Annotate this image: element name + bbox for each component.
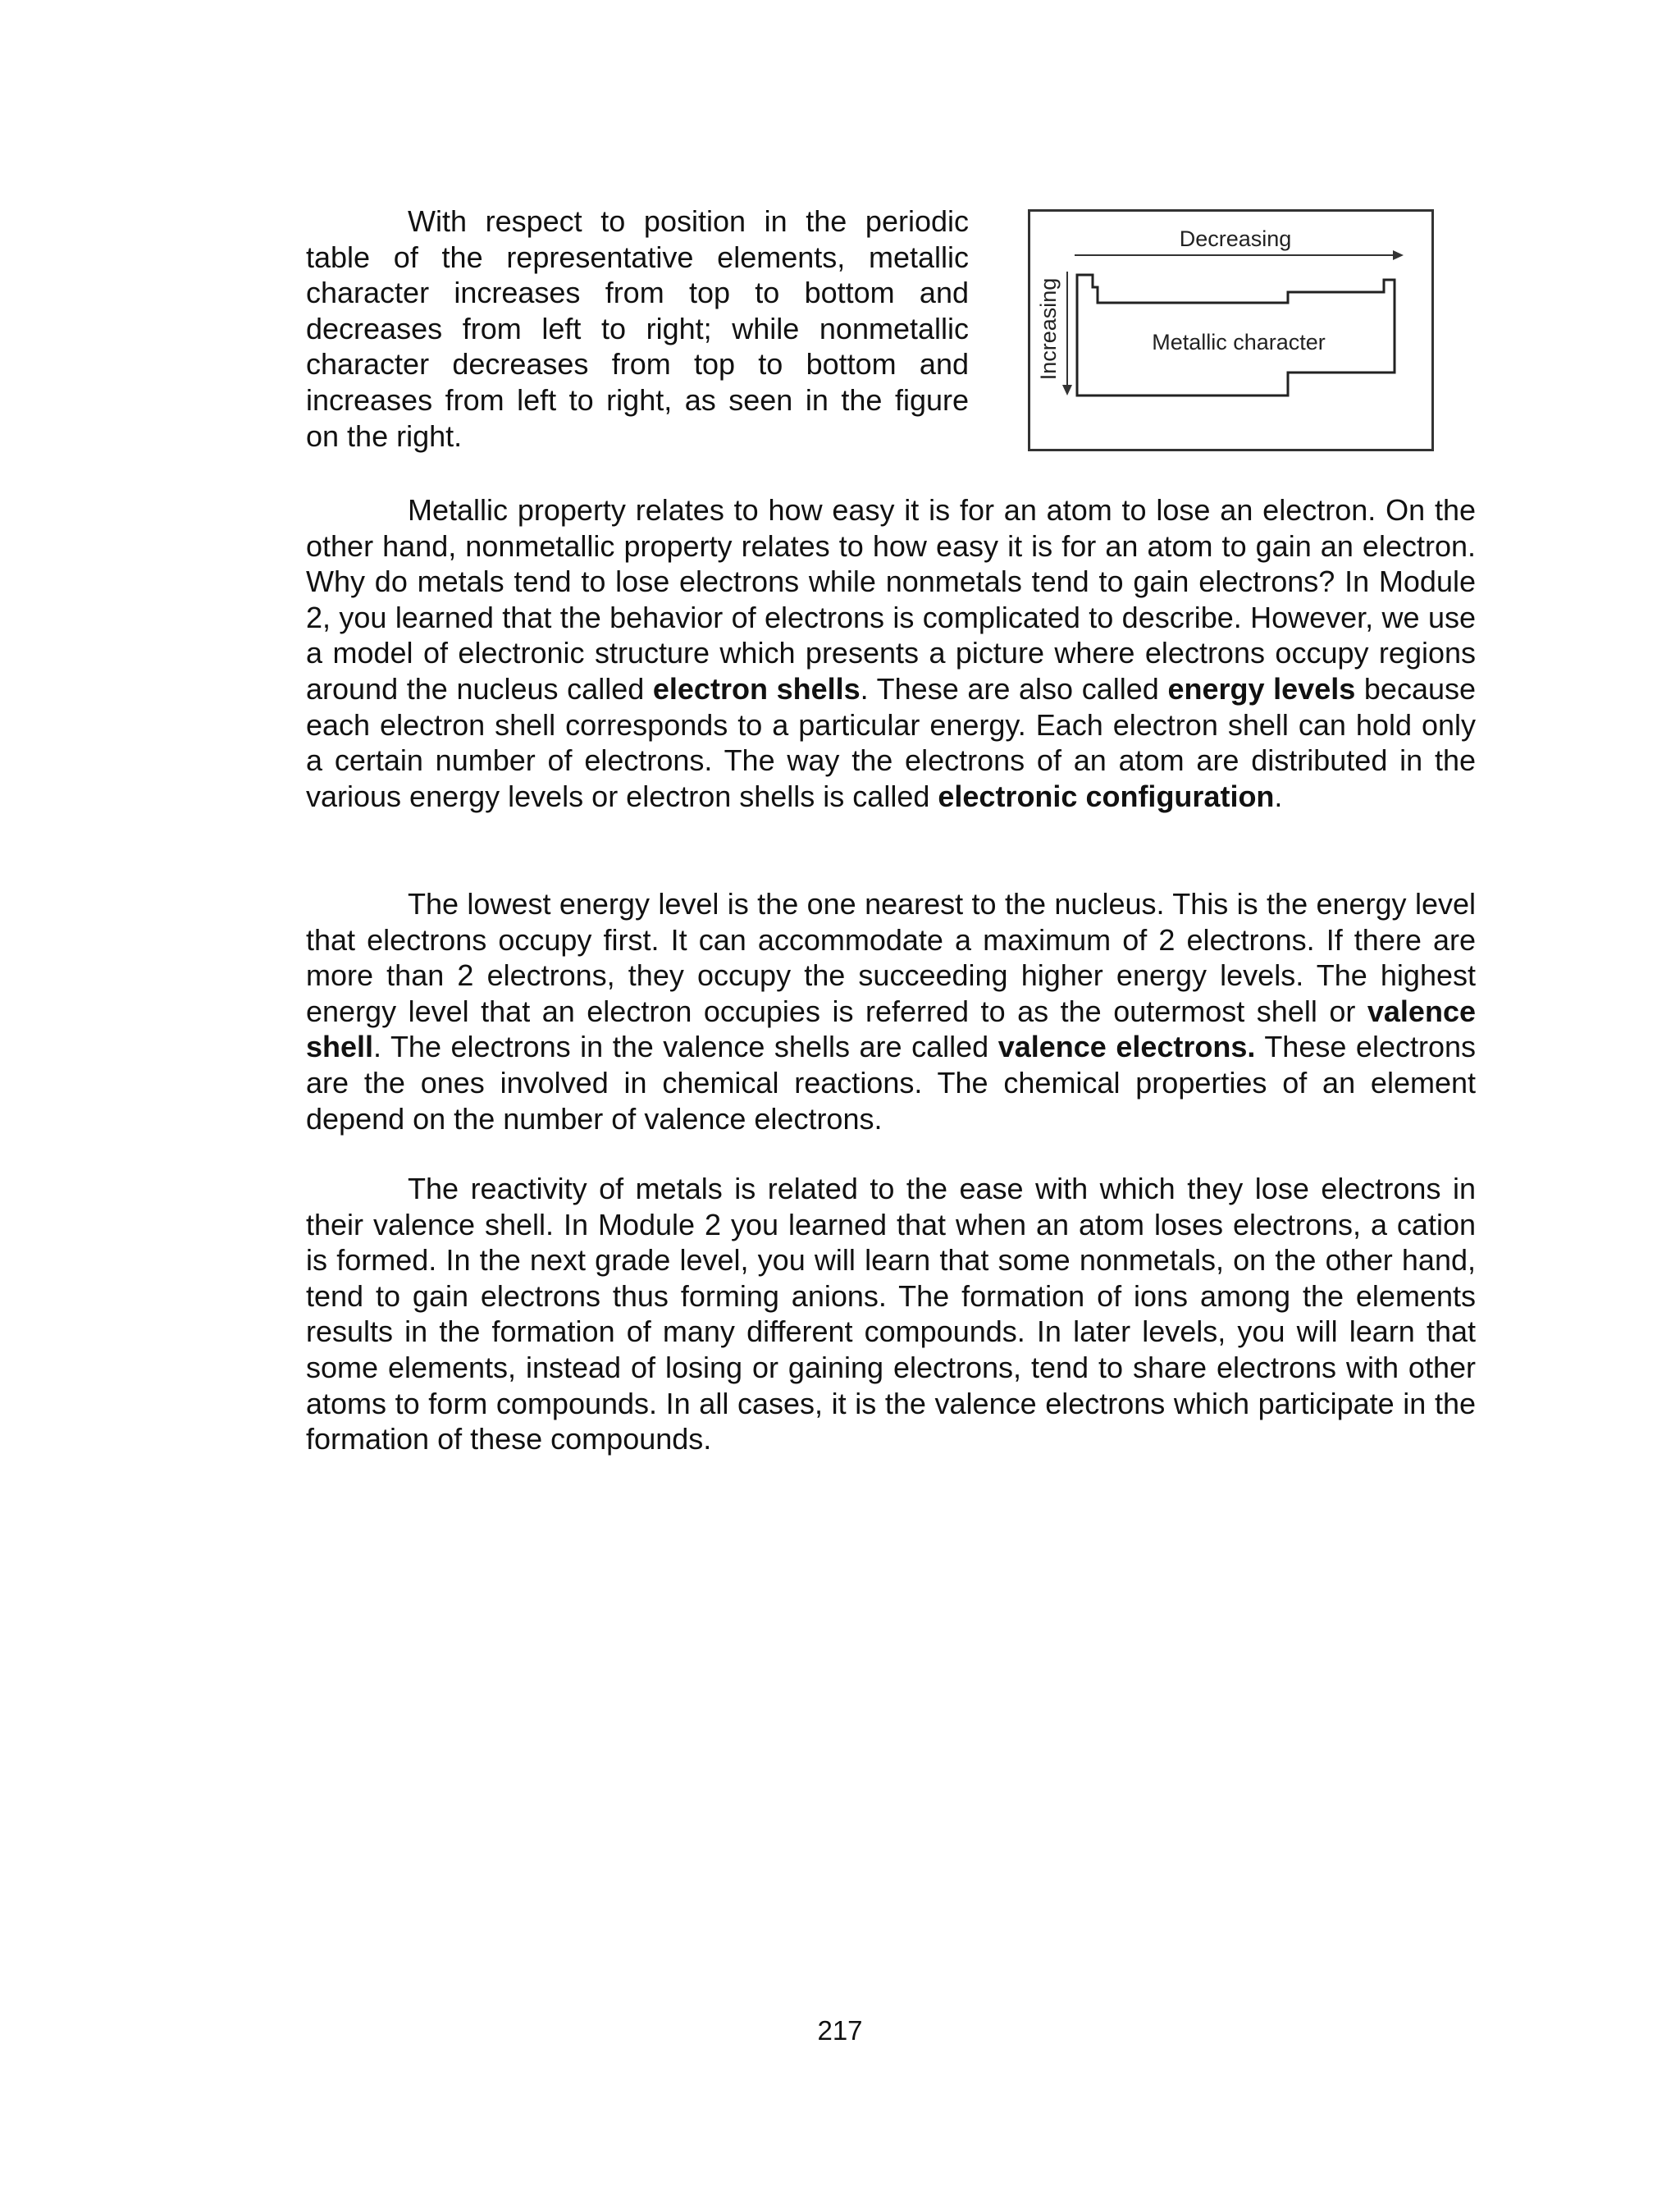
paragraph-periodic-trend (306, 203, 969, 454)
increasing-label: Increasing (1036, 277, 1061, 381)
paragraph-text: Metallic property relates to how easy it is for an atom to lose an electron. On the other hand, nonmetallic property relates to how easy it is for an atom to gain an electron. Why do metals tend to lose electrons while nonmetals tend to gain electrons? In Module 2, you learned that the behavior of electrons is complicated to describe. However, we use a model of electronic structure which presents a picture where electrons occupy regions around the nucleus called (306, 493, 1476, 706)
paragraph-text: With respect to position in the periodic table of the representative elements, metallic character increases from top to bottom and decreases from left to right; while nonmetallic character decreases from top to bottom and increases from left to right, as seen in the figure on the right. (306, 204, 969, 453)
metallic-character-label: Metallic character (1152, 330, 1326, 354)
page-number: 217 (817, 2015, 863, 2046)
term-energy-levels: energy levels (1167, 671, 1356, 706)
paragraph-text: The reactivity of metals is related to the ease with which they lose electrons in their valence shell. In Module 2 you learned that when an atom loses electrons, a cation is formed. In the next grade level, you will learn that some nonmetals, on the other hand, tend to gain electrons thus forming anions. The formation of ions among the elements results in the formation of many different compounds. In later levels, you will learn that some elements, instead of losing or gaining electrons, tend to share electrons with other atoms to form compounds. In all cases, it is the valence electrons which participate in the formation of these compounds. (306, 1172, 1476, 1456)
paragraph-text: . The electrons in the valence shells are called (373, 1030, 998, 1064)
term-valence-electrons: valence electrons. (998, 1030, 1256, 1064)
paragraph-valence-shell (306, 886, 1476, 1136)
metallic-character-figure (1028, 209, 1434, 451)
paragraph-text: These electrons are the ones involved in chemical reactions. The chemical properties of an element depend on the number of valence electrons. (306, 1030, 1476, 1136)
paragraph-text: . (1274, 779, 1283, 813)
paragraph-text: because each electron shell corresponds to a particular energy. Each electron shell can hold only a certain number of electrons. The way the electrons of an atom are distributed in the various energy levels or electron shells is called (306, 671, 1477, 813)
paragraph-electron-shells (306, 492, 1476, 814)
term-valence-shell: valence shell (306, 994, 1476, 1064)
paragraph-text: The lowest energy level is the one nearest to the nucleus. This is the energy level that electrons occupy first. It can accommodate a maximum of 2 electrons. If there are more than 2 electrons, they occupy the succeeding higher energy levels. The highest energy level that an electron occupies is referred to as the outermost shell or (306, 887, 1476, 1028)
term-electronic-configuration: electronic configuration (938, 779, 1275, 813)
decreasing-label: Decreasing (1179, 226, 1292, 251)
paragraph-text: . These are also called (860, 671, 1168, 706)
term-electron-shells: electron shells (652, 671, 861, 706)
paragraph-reactivity (306, 1171, 1476, 1457)
